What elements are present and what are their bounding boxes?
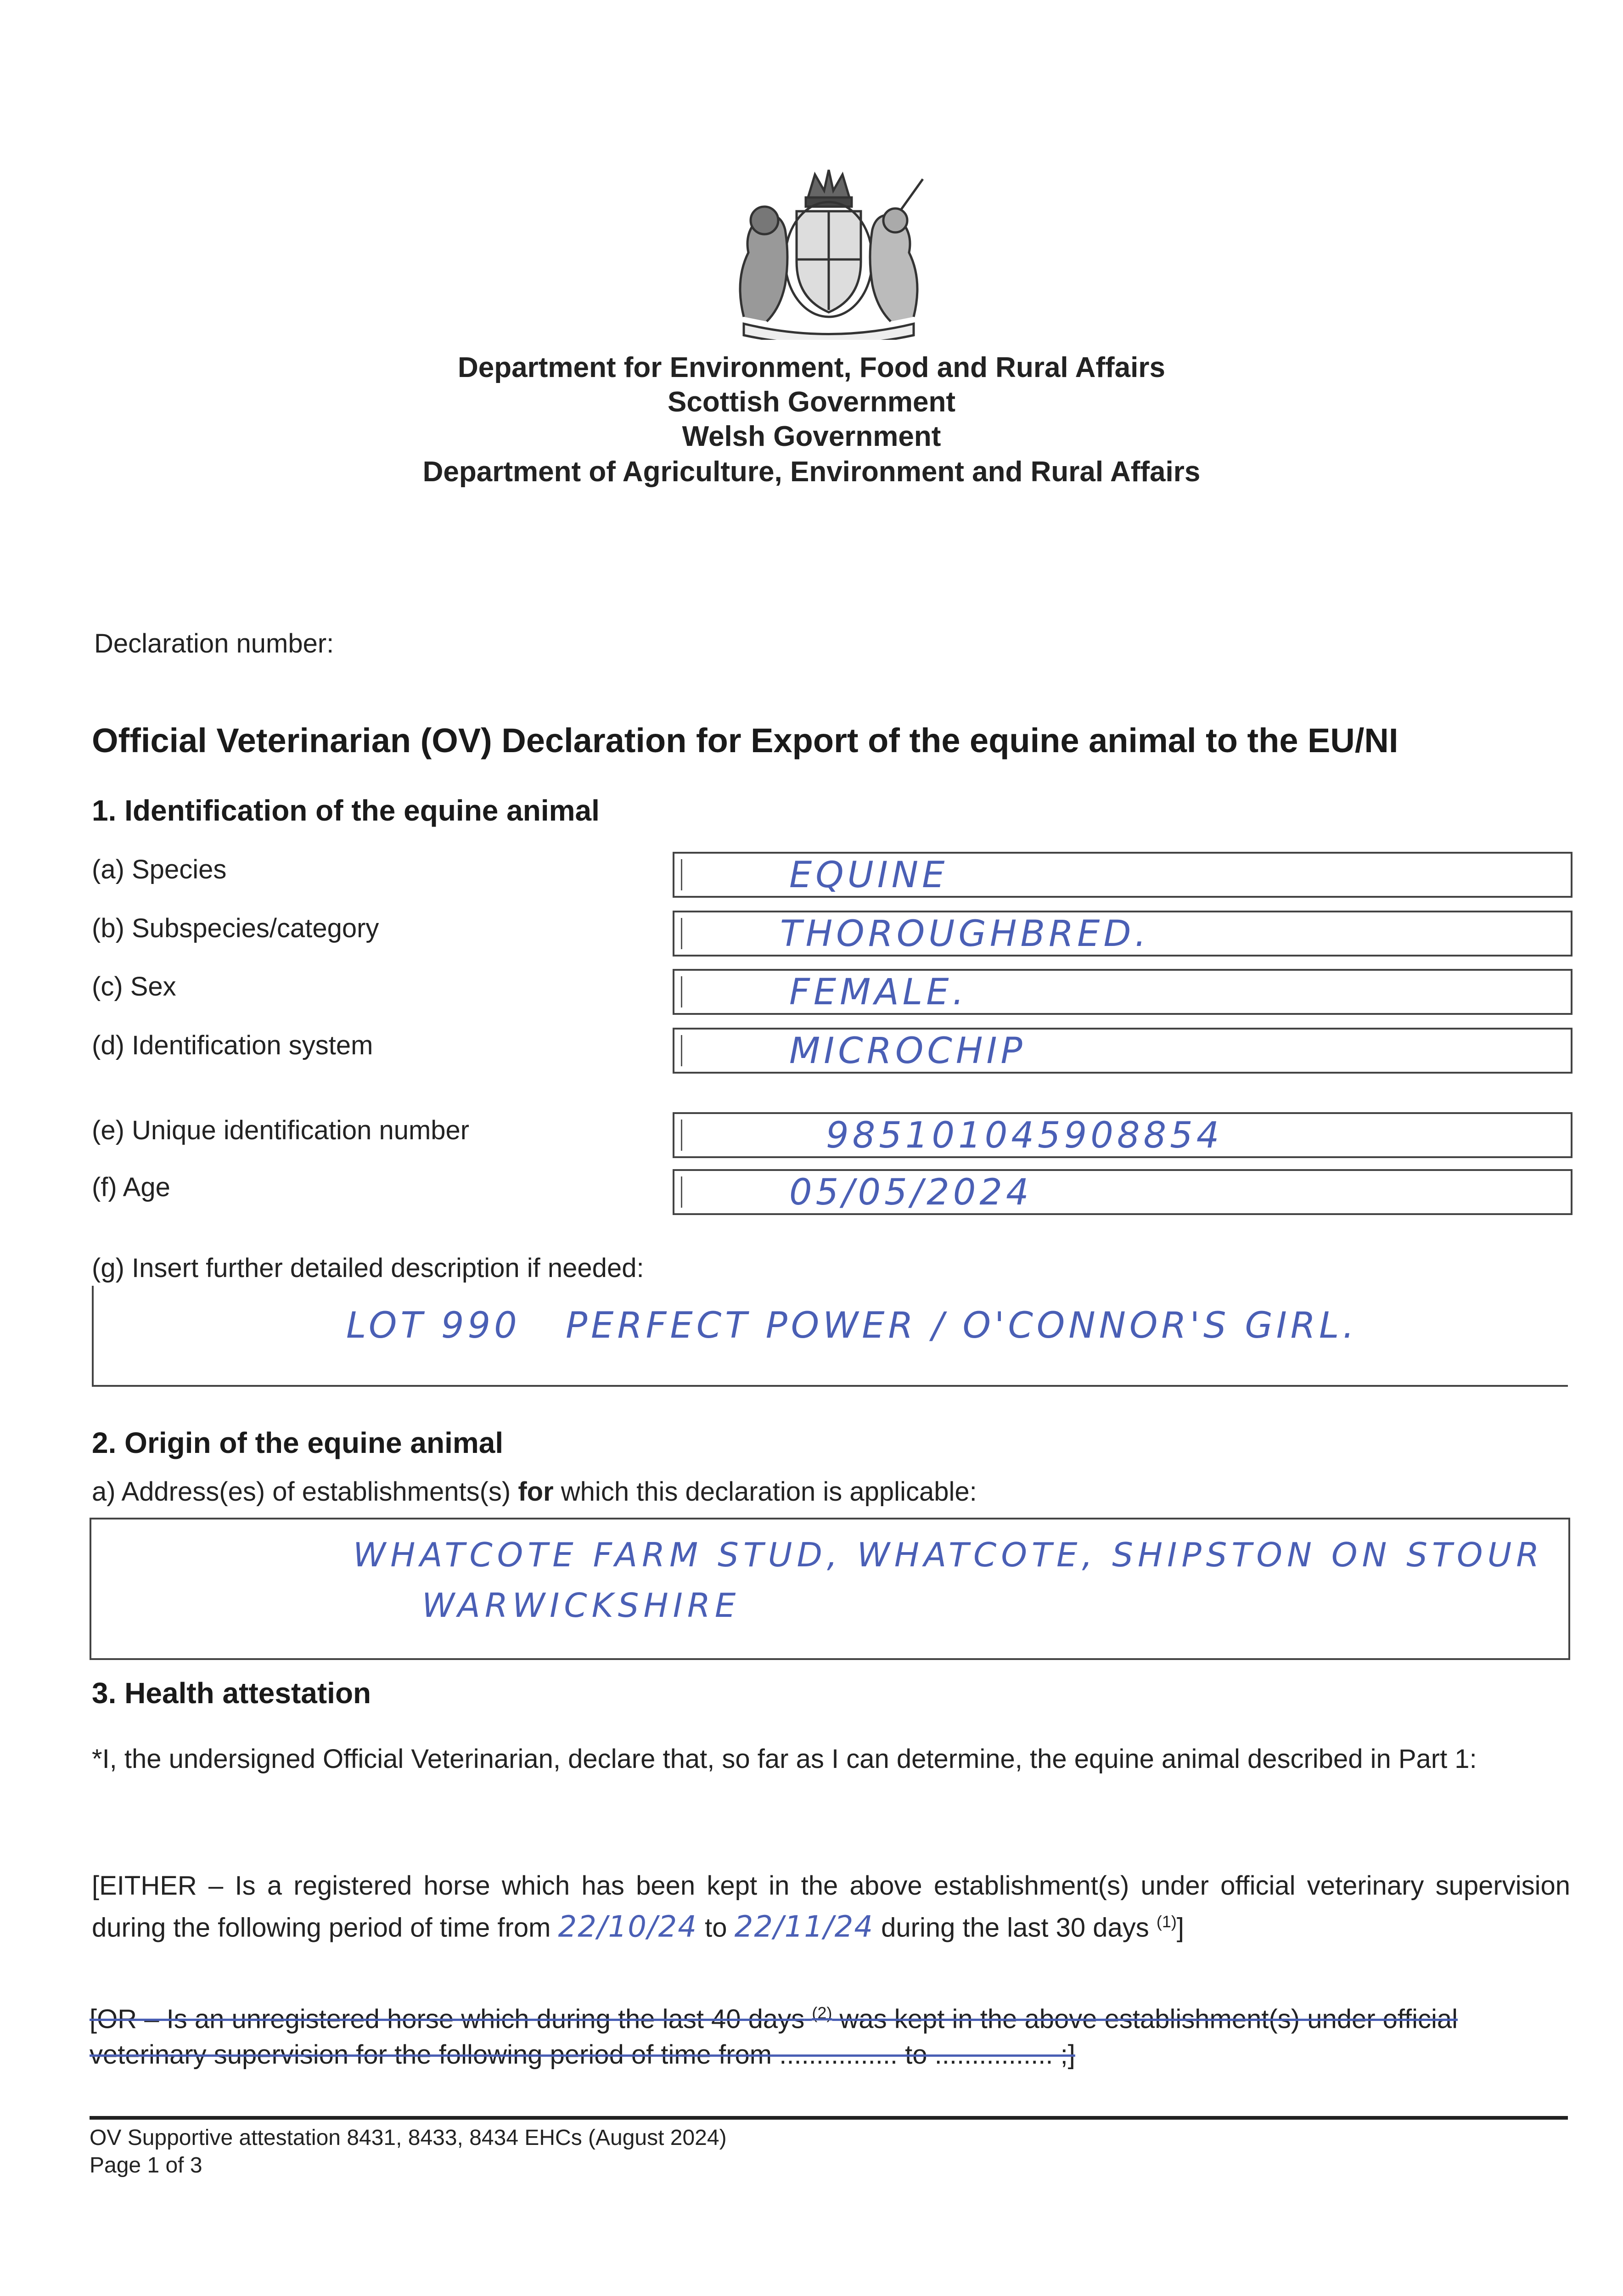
section1-heading: 1. Identification of the equine animal	[92, 794, 600, 827]
footer-divider	[90, 2116, 1568, 2120]
further-description-label: (g) Insert further detailed description if needed:	[92, 1253, 644, 1283]
species-value: EQUINE	[789, 855, 949, 896]
either-clause	[92, 1868, 1570, 1946]
unique-id-field[interactable]	[673, 1112, 1572, 1158]
address-label-bold: for	[518, 1477, 554, 1507]
health-intro: *I, the undersigned Official Veterinarian, declare that, so far as I can determine, the equine animal described in Part 1:	[92, 1744, 1477, 1774]
subspecies-label: (b) Subspecies/category	[92, 913, 379, 943]
either-close: ]	[1176, 1913, 1185, 1943]
further-description-value: LOT 990 PERFECT POWER / O'CONNOR'S GIRL.	[346, 1305, 1358, 1346]
species-field[interactable]	[673, 852, 1572, 898]
either-from-date[interactable]: 22/10/24	[558, 1910, 697, 1944]
identification-system-field[interactable]	[673, 1028, 1572, 1074]
or-clause	[90, 1995, 1570, 2073]
royal-coat-of-arms-icon	[716, 165, 941, 340]
address-field[interactable]	[90, 1518, 1570, 1660]
subspecies-value: THOROUGHBRED.	[780, 913, 1150, 955]
address-label-pre: a) Address(es) of establishments(s)	[92, 1477, 518, 1507]
identification-system-value: MICROCHIP	[789, 1030, 1026, 1072]
address-label-post: which this declaration is applicable:	[553, 1477, 977, 1507]
species-label: (a) Species	[92, 855, 227, 884]
or-footnote: (2)	[812, 2003, 832, 2022]
age-label: (f) Age	[92, 1172, 170, 1202]
page-title: Official Veterinarian (OV) Declaration for Export of the equine animal to the EU/NI	[92, 721, 1398, 760]
either-to-date[interactable]: 22/11/24	[734, 1910, 874, 1944]
age-field[interactable]	[673, 1169, 1572, 1215]
sex-label: (c) Sex	[92, 972, 176, 1002]
unique-id-value: 985101045908854	[826, 1115, 1223, 1156]
age-value: 05/05/2024	[789, 1172, 1033, 1213]
address-line2: WARWICKSHIRE	[422, 1586, 741, 1625]
department-daera: Department of Agriculture, Environment and Rural Affairs	[422, 456, 1201, 488]
declaration-number-label: Declaration number:	[94, 629, 334, 658]
or-line1-tail: was kept in the above establishment(s) under official	[839, 2004, 1458, 2034]
either-text: [EITHER – Is a registered horse which has been kept in the above establishment(s) under official veterinary supervision during the following period of time from	[92, 1871, 1570, 1943]
identification-system-label: (d) Identification system	[92, 1030, 373, 1060]
department-welsh-government: Welsh Government	[682, 421, 941, 452]
either-tail: during the last 30 days	[881, 1913, 1149, 1943]
either-footnote: (1)	[1156, 1912, 1177, 1931]
address-label	[92, 1476, 977, 1507]
department-defra: Department for Environment, Food and Rural Affairs	[458, 352, 1165, 383]
or-line2: veterinary supervision for the following period of time from ................ to ................ ;]	[90, 2040, 1075, 2070]
further-description-field[interactable]	[92, 1286, 1568, 1387]
either-to-word: to	[705, 1913, 727, 1943]
footer-attestation: OV Supportive attestation 8431, 8433, 8434 EHCs (August 2024)	[90, 2126, 727, 2150]
footer-page-number: Page 1 of 3	[90, 2153, 202, 2178]
sex-value: FEMALE.	[789, 972, 968, 1013]
sex-field[interactable]	[673, 969, 1572, 1015]
department-scottish-government: Scottish Government	[668, 386, 955, 418]
address-line1: WHATCOTE FARM STUD, WHATCOTE, SHIPSTON ON STOUR	[353, 1536, 1544, 1574]
unique-id-label: (e) Unique identification number	[92, 1115, 470, 1145]
subspecies-field[interactable]	[673, 911, 1572, 957]
section3-heading: 3. Health attestation	[92, 1677, 371, 1710]
or-line1: [OR – Is an unregistered horse which during the last 40 days	[90, 2004, 805, 2034]
section2-heading: 2. Origin of the equine animal	[92, 1426, 504, 1459]
